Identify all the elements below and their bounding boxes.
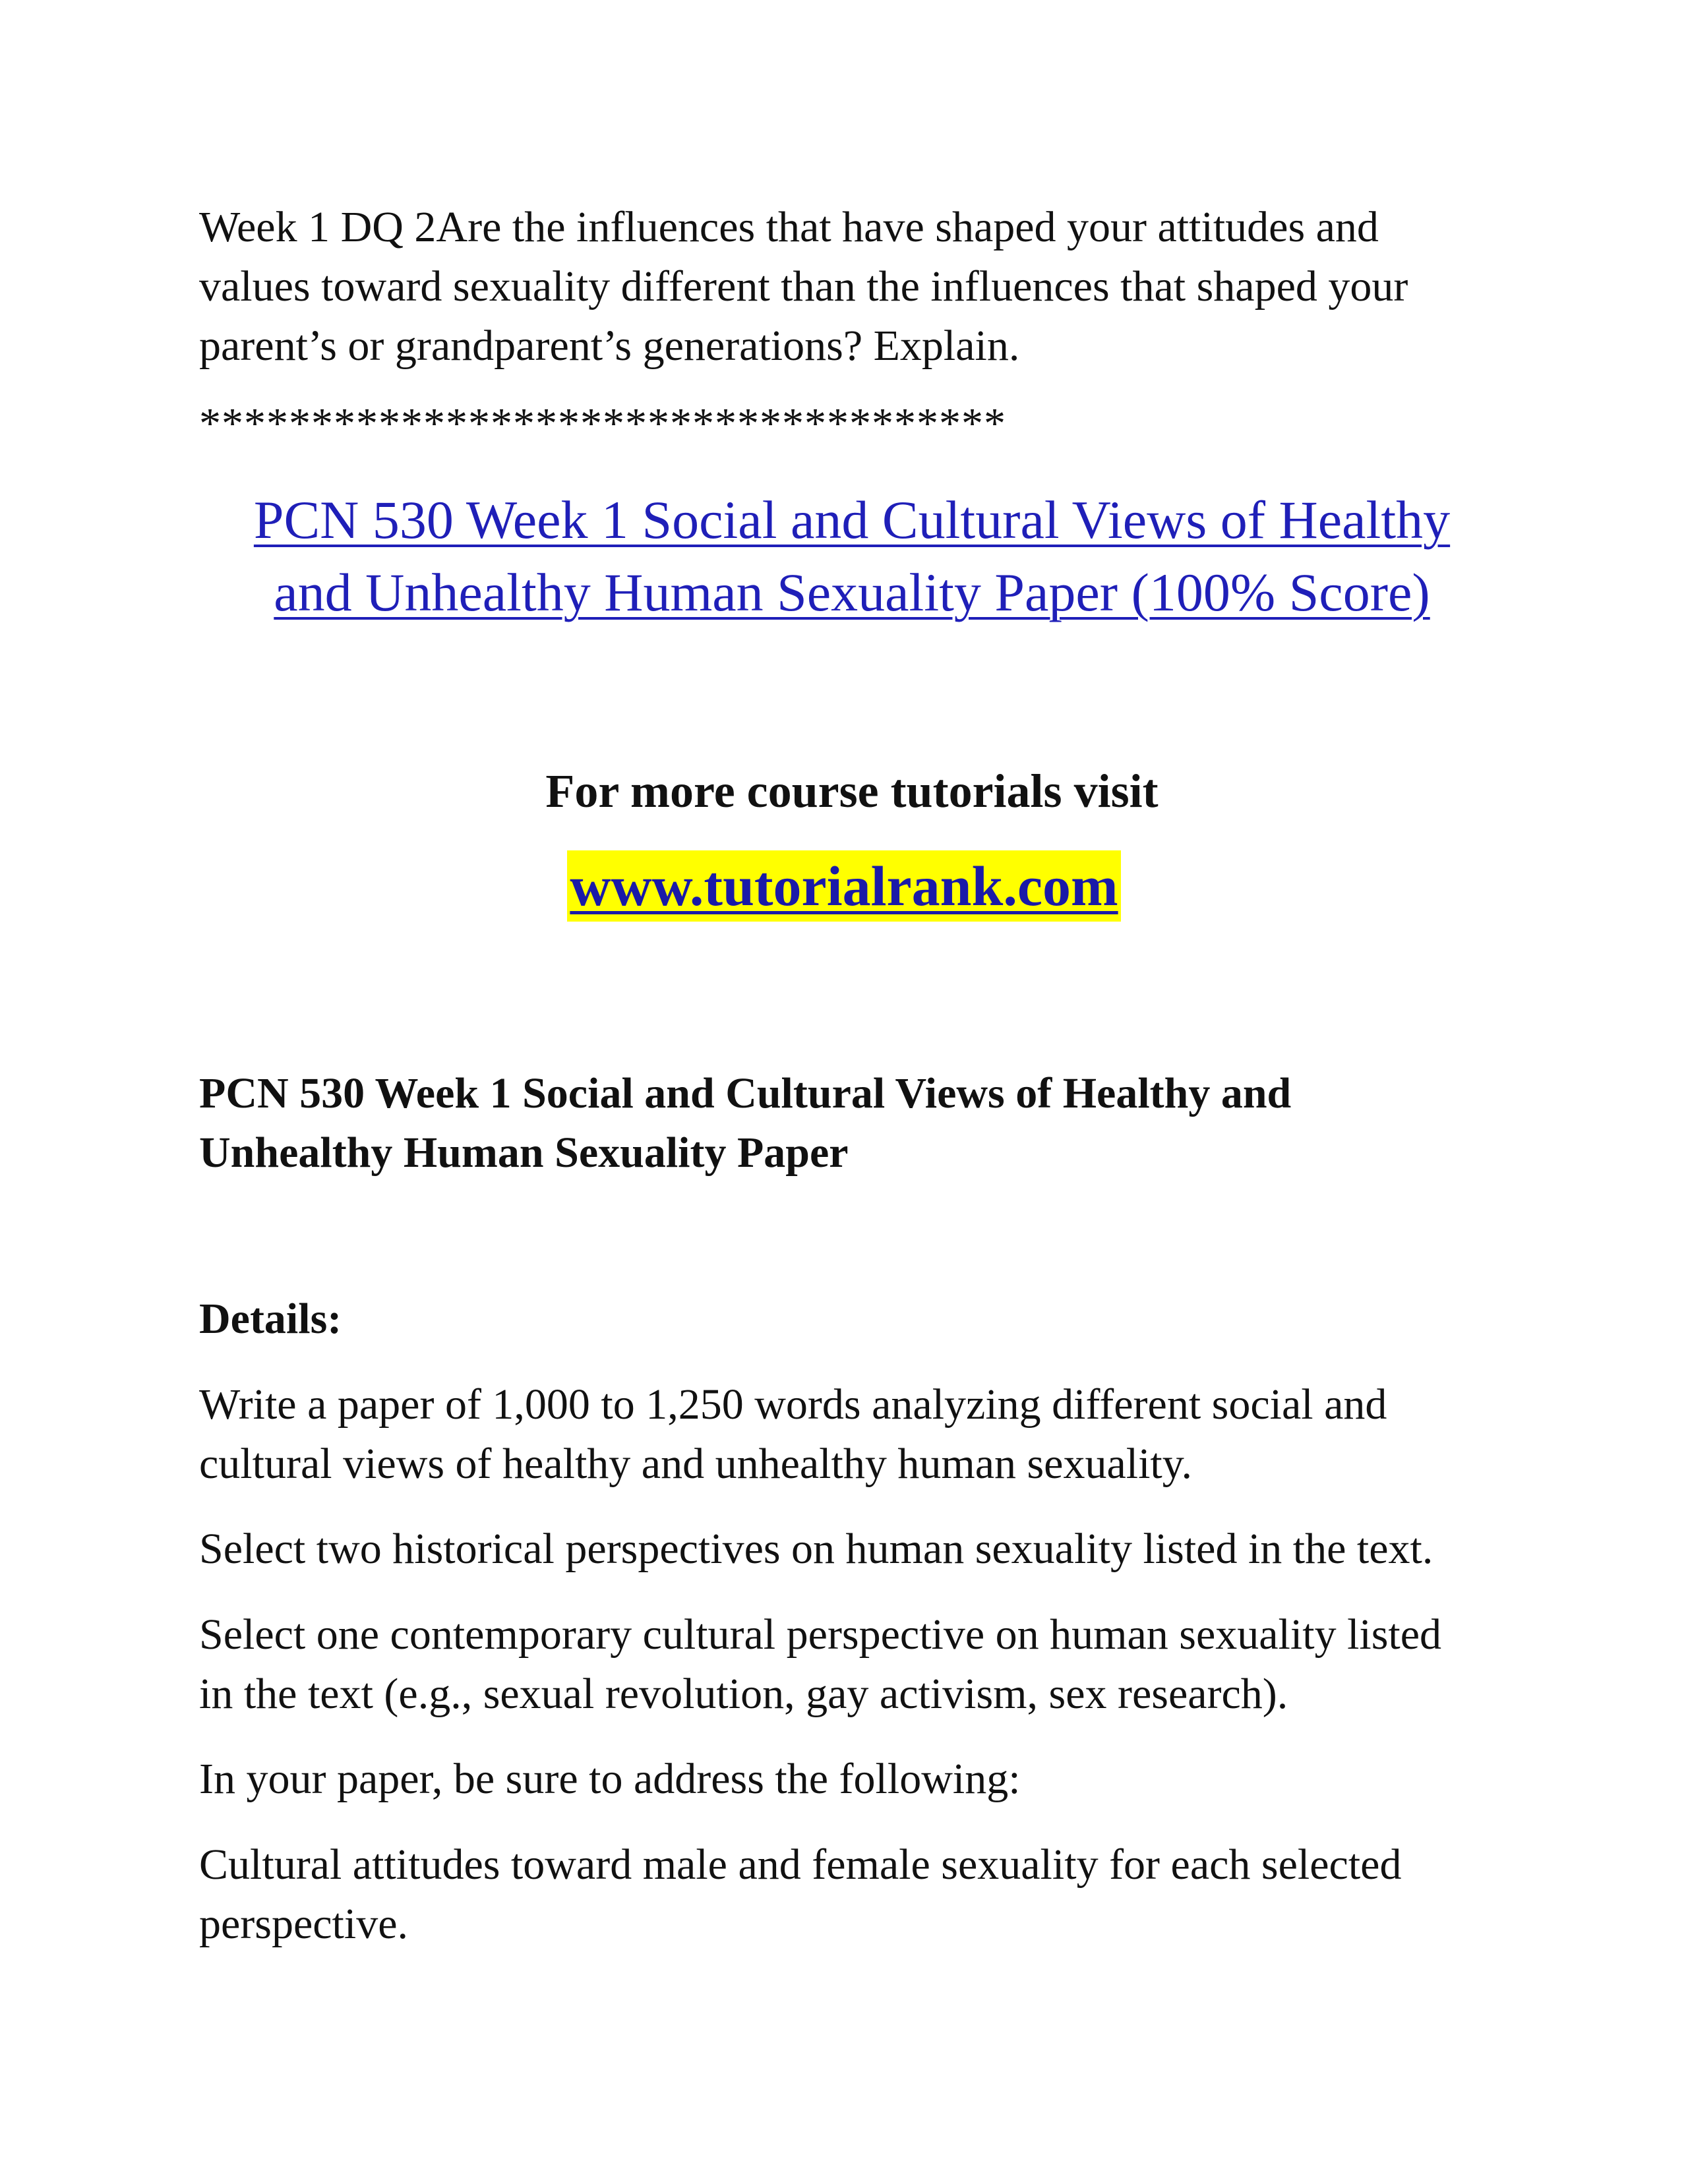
paragraph-2: Select two historical perspectives on human sexuality listed in the text. bbox=[199, 1525, 1433, 1573]
paper-title-line-1: PCN 530 Week 1 Social and Cultural Views of Healthy and bbox=[199, 1069, 1292, 1117]
separator: ************************************ bbox=[199, 399, 1006, 448]
paragraph-1-line-2: cultural views of healthy and unhealthy human sexuality. bbox=[199, 1440, 1192, 1488]
paragraph-4: In your paper, be sure to address the following: bbox=[199, 1755, 1021, 1803]
title-link[interactable] bbox=[199, 484, 1505, 629]
paragraph-5-line-2: perspective. bbox=[199, 1900, 409, 1948]
website-container bbox=[0, 850, 1688, 922]
intro-question bbox=[199, 198, 1505, 376]
intro-line-2: values toward sexuality different than the influences that shaped your bbox=[199, 262, 1408, 310]
details-heading: Details: bbox=[199, 1295, 342, 1343]
paragraph-3-line-2: in the text (e.g., sexual revolution, gay activism, sex research). bbox=[199, 1670, 1288, 1718]
title-link-line-1[interactable]: PCN 530 Week 1 Social and Cultural Views of Healthy bbox=[253, 490, 1451, 550]
intro-line-3: parent’s or grandparent’s generations? Explain. bbox=[199, 322, 1020, 370]
paper-title-line-2: Unhealthy Human Sexuality Paper bbox=[199, 1129, 849, 1177]
paper-title bbox=[199, 1064, 1505, 1183]
paragraph-1 bbox=[199, 1375, 1505, 1494]
visit-text: For more course tutorials visit bbox=[545, 765, 1159, 817]
paragraph-3 bbox=[199, 1605, 1505, 1724]
website-link[interactable]: www.tutorialrank.com bbox=[567, 850, 1120, 922]
paragraph-3-line-1: Select one contemporary cultural perspective on human sexuality listed bbox=[199, 1610, 1442, 1659]
paragraph-5 bbox=[199, 1835, 1505, 1954]
paragraph-1-line-1: Write a paper of 1,000 to 1,250 words analyzing different social and bbox=[199, 1380, 1387, 1429]
paragraph-5-line-1: Cultural attitudes toward male and female sexuality for each selected bbox=[199, 1841, 1402, 1889]
title-link-line-2[interactable]: and Unhealthy Human Sexuality Paper (100% Score) bbox=[274, 562, 1430, 622]
intro-line-1: Week 1 DQ 2Are the influences that have shaped your attitudes and bbox=[199, 203, 1379, 251]
